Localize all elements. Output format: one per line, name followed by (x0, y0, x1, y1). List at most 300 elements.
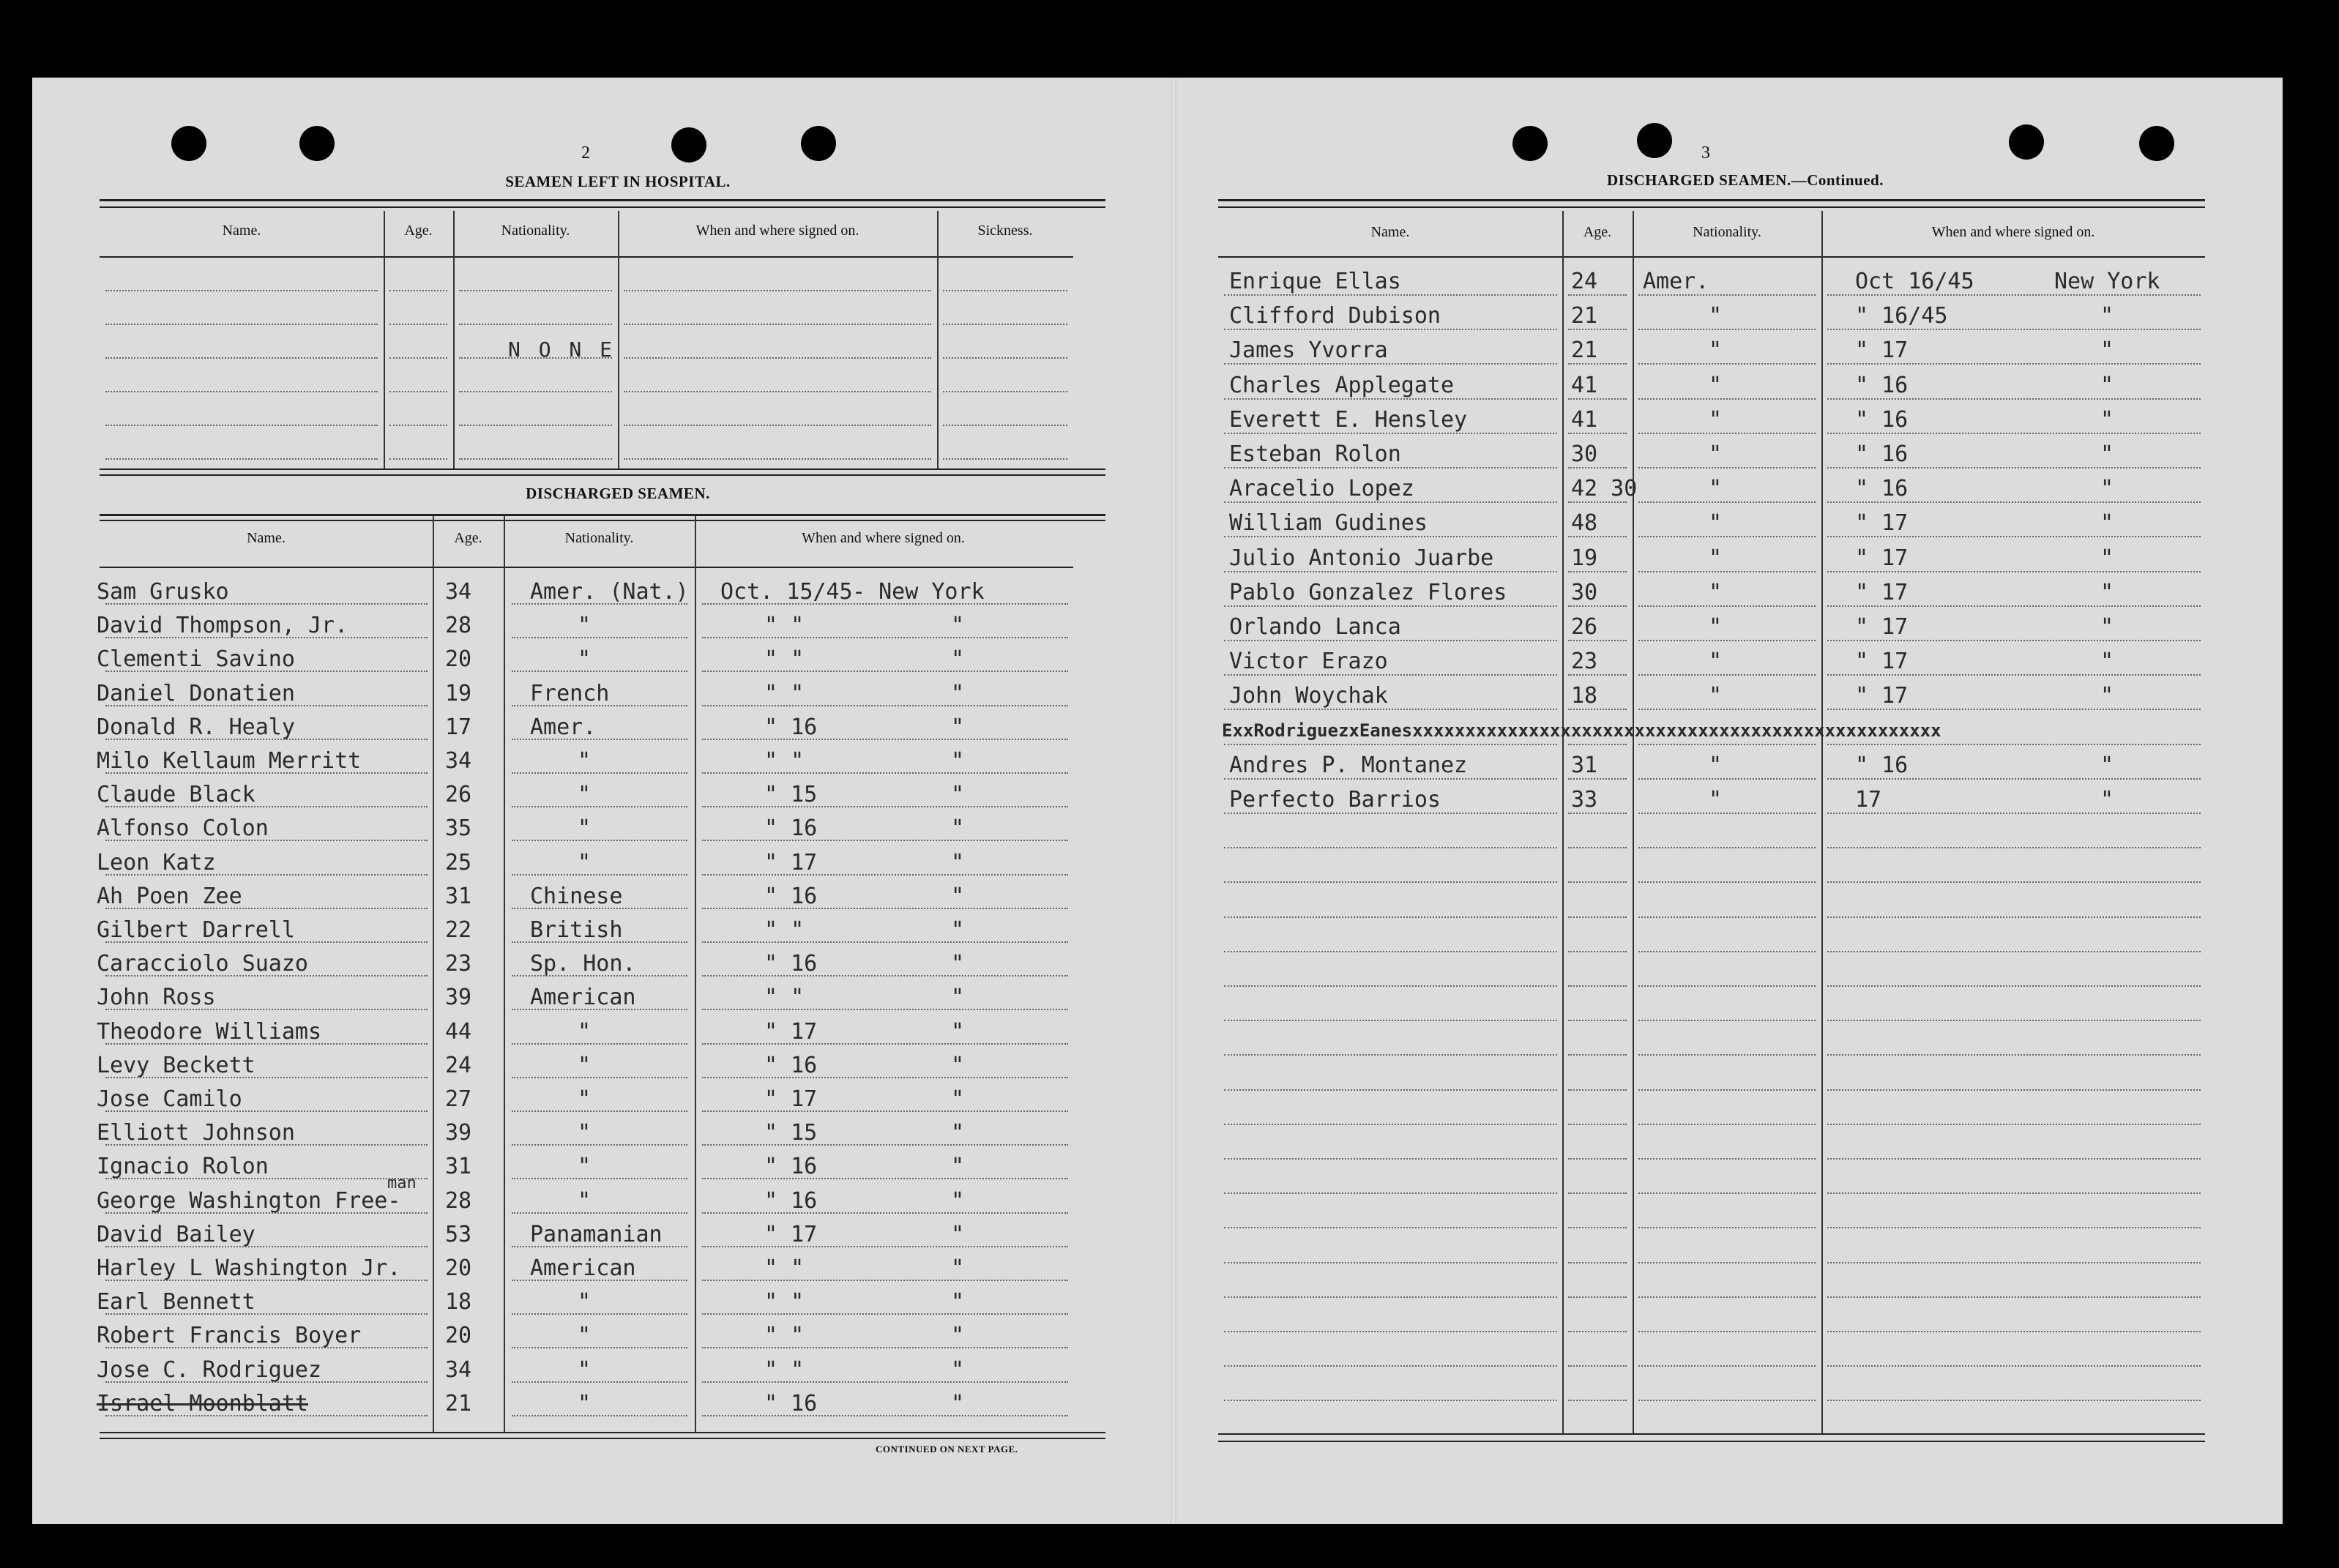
rule (100, 520, 1105, 521)
signed-on-date: " 17 (1855, 649, 1909, 674)
signed-on-place: " (2100, 580, 2114, 605)
column-header: Sickness. (977, 223, 1033, 239)
dotted-line (1224, 1054, 1557, 1056)
signed-on-place: " (951, 1086, 965, 1112)
signed-on-date: " " (764, 917, 805, 943)
seaman-age: 31 (1571, 753, 1598, 778)
discharged-section-title: DISCHARGED SEAMEN. (526, 485, 710, 502)
dotted-line (1568, 433, 1627, 434)
dotted-line (1827, 951, 2201, 952)
signed-on-place: " (2100, 407, 2114, 433)
seaman-age: 28 (445, 1188, 472, 1214)
signed-on-date: " 16 (764, 714, 818, 740)
signed-on-place: - New York (852, 579, 985, 605)
seaman-name: Earl Bennett (97, 1289, 255, 1315)
dotted-line (1224, 1365, 1557, 1367)
rule (1218, 1433, 2205, 1435)
dotted-line (702, 806, 1068, 807)
seaman-nationality: British (530, 917, 623, 943)
dotted-line (702, 1280, 1068, 1281)
signed-on-place: " (951, 714, 965, 740)
seaman-name: Sam Grusko (97, 579, 229, 605)
column-header: When and where signed on. (802, 530, 965, 546)
dotted-line (1224, 1089, 1557, 1091)
seaman-nationality: " (1709, 649, 1723, 674)
seaman-nationality: " (578, 1289, 592, 1315)
seaman-name: David Bailey (97, 1222, 255, 1247)
seaman-nationality: French (530, 681, 610, 706)
seaman-name: Caracciolo Suazo (97, 951, 308, 977)
dotted-line (702, 637, 1068, 638)
rule (1218, 199, 2205, 201)
dotted-line (1827, 674, 2201, 676)
dotted-line (702, 1178, 1068, 1179)
signed-on-place: " (951, 985, 965, 1010)
dotted-line (943, 290, 1067, 291)
dotted-line (1224, 501, 1557, 503)
punch-hole (299, 126, 335, 161)
dotted-line (1827, 1124, 2201, 1125)
column-divider (453, 211, 455, 468)
dotted-line (1638, 1158, 1816, 1160)
rule (1218, 206, 2205, 208)
dotted-line (512, 806, 687, 807)
dotted-line (1568, 536, 1627, 537)
dotted-line (1224, 1124, 1557, 1125)
dotted-line (1568, 398, 1627, 400)
dotted-line (1224, 951, 1557, 952)
dotted-line (1224, 1158, 1557, 1160)
seaman-name: Orlando Lanca (1229, 614, 1401, 640)
signed-on-date: " 16 (764, 884, 818, 909)
dotted-line (1638, 1400, 1816, 1401)
signed-on-date: 17 (1855, 787, 1882, 813)
column-header: Name. (222, 223, 261, 239)
dotted-line (1224, 813, 1557, 814)
dotted-line (389, 458, 447, 460)
dotted-line (1568, 1124, 1627, 1125)
seaman-name: Julio Antonio Juarbe (1229, 545, 1494, 571)
seaman-name: Jose C. Rodriguez (97, 1357, 322, 1383)
dotted-line (1224, 1262, 1557, 1263)
punch-hole (2139, 126, 2174, 161)
signed-on-place: " (951, 917, 965, 943)
seaman-name: Ignacio Rolon (97, 1154, 269, 1179)
signed-on-place: " (2100, 614, 2114, 640)
signed-on-place: " (951, 681, 965, 706)
seaman-name: David Thompson, Jr. (97, 613, 348, 638)
column-divider (1562, 211, 1564, 1433)
rule (100, 199, 1105, 201)
seaman-nationality: " (578, 1323, 592, 1348)
seaman-name: Pablo Gonzalez Flores (1229, 580, 1507, 605)
dotted-line (702, 739, 1068, 740)
dotted-line (1224, 1400, 1557, 1401)
column-header: Age. (404, 223, 433, 239)
punch-hole (671, 127, 706, 163)
dotted-line (1638, 674, 1816, 676)
seaman-name: Gilbert Darrell (97, 917, 295, 943)
seaman-name: Perfecto Barrios (1229, 787, 1441, 813)
signed-on-place: " (951, 850, 965, 876)
seaman-nationality: " (578, 850, 592, 876)
seaman-age: 53 (445, 1222, 472, 1247)
seaman-age: 39 (445, 1120, 472, 1146)
seaman-name: Charles Applegate (1229, 373, 1455, 398)
dotted-line (459, 290, 612, 291)
signed-on-place: New York (2054, 269, 2160, 294)
signed-on-date: " 16 (1855, 441, 1909, 467)
dotted-line (512, 1415, 687, 1416)
seaman-age: 20 (445, 1323, 472, 1348)
dotted-line (702, 705, 1068, 706)
dotted-line (1224, 605, 1557, 607)
seaman-age: 26 (1571, 614, 1598, 640)
dotted-line (702, 874, 1068, 876)
dotted-line (1224, 329, 1557, 330)
dotted-line (1827, 605, 2201, 607)
dotted-line (702, 1077, 1068, 1078)
seaman-name: John Ross (97, 985, 216, 1010)
signed-on-place: " (951, 782, 965, 807)
dotted-line (1568, 1054, 1627, 1056)
dotted-line (105, 290, 378, 291)
dotted-line (1568, 985, 1627, 987)
seaman-name: Daniel Donatien (97, 681, 295, 706)
signed-on-place: " (2100, 303, 2114, 329)
dotted-line (512, 772, 687, 774)
dotted-line (1638, 1124, 1816, 1125)
dotted-line (1224, 640, 1557, 641)
seaman-age: 21 (1571, 337, 1598, 363)
dotted-line (1224, 847, 1557, 848)
dotted-line (1568, 847, 1627, 848)
signed-on-date: " " (764, 748, 805, 774)
dotted-line (1827, 847, 2201, 848)
signed-on-date: " 16 (764, 815, 818, 841)
signed-on-date: " 16 (764, 1053, 818, 1078)
signed-on-date: " 16 (764, 1188, 818, 1214)
seaman-nationality: " (1709, 337, 1723, 363)
signed-on-place: " (2100, 337, 2114, 363)
dotted-line (1568, 778, 1627, 780)
seaman-name: Theodore Williams (97, 1019, 322, 1045)
dotted-line (1568, 294, 1627, 296)
seaman-name: George Washington Free- (97, 1188, 401, 1214)
dotted-line (1827, 571, 2201, 572)
dotted-line (1224, 1227, 1557, 1228)
seaman-nationality: Amer. (Nat.) (530, 579, 689, 605)
dotted-line (512, 1313, 687, 1315)
punch-hole (1637, 123, 1672, 158)
dotted-line (1224, 778, 1557, 780)
dotted-line (1638, 1296, 1816, 1298)
signed-on-date: " 16 (1855, 753, 1909, 778)
dotted-line (1224, 536, 1557, 537)
dotted-line (1224, 674, 1557, 676)
seaman-age: 25 (445, 850, 472, 876)
dotted-line (1827, 640, 2201, 641)
seaman-nationality: " (1709, 753, 1723, 778)
punch-hole (171, 126, 206, 161)
hospital-section-title: SEAMEN LEFT IN HOSPITAL. (505, 173, 731, 190)
dotted-line (624, 324, 931, 325)
seaman-age: 27 (445, 1086, 472, 1112)
signed-on-place: " (2100, 753, 2114, 778)
dotted-line (1224, 881, 1557, 883)
seaman-nationality: " (578, 1053, 592, 1078)
dotted-line (512, 637, 687, 638)
signed-on-place: " (2100, 441, 2114, 467)
dotted-line (943, 357, 1067, 359)
dotted-line (1568, 467, 1627, 468)
dotted-line (459, 324, 612, 325)
signed-on-date: " 15 (764, 1120, 818, 1146)
seaman-age: 19 (1571, 545, 1598, 571)
discharged-continued-title: DISCHARGED SEAMEN.—Continued. (1607, 171, 1884, 189)
seaman-nationality: " (1709, 373, 1723, 398)
punch-hole (2009, 124, 2044, 160)
dotted-line (1224, 1020, 1557, 1021)
dotted-line (1638, 433, 1816, 434)
seaman-name: Milo Kellaum Merritt (97, 748, 362, 774)
dotted-line (512, 1043, 687, 1045)
dotted-line (512, 874, 687, 876)
dotted-line (1638, 398, 1816, 400)
dotted-line (702, 1246, 1068, 1247)
dotted-line (1568, 363, 1627, 365)
dotted-line (105, 425, 378, 426)
dotted-line (624, 357, 931, 359)
seaman-age: 30 (1571, 441, 1598, 467)
dotted-line (702, 908, 1068, 909)
column-header: When and where signed on. (1931, 224, 2095, 240)
dotted-line (512, 1110, 687, 1112)
dotted-line (1568, 1365, 1627, 1367)
signed-on-date: " " (764, 985, 805, 1010)
column-divider (937, 211, 939, 468)
signed-on-place: " (951, 1323, 965, 1348)
signed-on-place: " (951, 1188, 965, 1214)
dotted-line (702, 1110, 1068, 1112)
seaman-age: 23 (1571, 649, 1598, 674)
dotted-line (1638, 1054, 1816, 1056)
dotted-line (1827, 363, 2201, 365)
dotted-line (1638, 329, 1816, 330)
dotted-line (1827, 709, 2201, 710)
seaman-age: 33 (1571, 787, 1598, 813)
dotted-line (1638, 847, 1816, 848)
seaman-name: Andres P. Montanez (1229, 753, 1468, 778)
dotted-line (1638, 1331, 1816, 1332)
dotted-line (459, 425, 612, 426)
dotted-line (1224, 709, 1557, 710)
dotted-line (1827, 1365, 2201, 1367)
dotted-line (624, 458, 931, 460)
dotted-line (1568, 709, 1627, 710)
seaman-nationality: " (578, 646, 592, 672)
dotted-line (1638, 813, 1816, 814)
rule (1218, 256, 2205, 258)
dotted-line (512, 1144, 687, 1146)
dotted-line (1568, 951, 1627, 952)
signed-on-place: " (2100, 787, 2114, 813)
dotted-line (1827, 881, 2201, 883)
seaman-name: Jose Camilo (97, 1086, 242, 1112)
dotted-line (1638, 501, 1816, 503)
dotted-line (1568, 1331, 1627, 1332)
signed-on-date: " 17 (764, 1019, 818, 1045)
dotted-line (512, 671, 687, 672)
signed-on-date: " 17 (1855, 580, 1909, 605)
seaman-age: 17 (445, 714, 472, 740)
seaman-nationality: " (578, 1188, 592, 1214)
seaman-nationality: " (1709, 476, 1723, 501)
seaman-nationality: " (578, 782, 592, 807)
seaman-nationality: " (1709, 545, 1723, 571)
dotted-line (702, 1381, 1068, 1383)
seaman-nationality: " (1709, 614, 1723, 640)
dotted-line (1568, 1227, 1627, 1228)
column-header: Nationality. (501, 223, 570, 239)
dotted-line (1827, 398, 2201, 400)
seaman-name: Israel Moonblatt (97, 1391, 308, 1416)
seaman-age: 41 (1571, 407, 1598, 433)
struck-out-row: ExxRodriguezxEanesxxxxxxxxxxxxxxxxxxxxxxxxxxxxxxxxxxxxxxxxxxxxxxxxxx (1222, 720, 1941, 741)
seaman-nationality: " (1709, 787, 1723, 813)
dotted-line (1827, 744, 2201, 745)
dotted-line (389, 425, 447, 426)
seaman-name: Clementi Savino (97, 646, 295, 672)
dotted-line (1827, 1089, 2201, 1091)
dotted-line (702, 941, 1068, 943)
seaman-name: Ah Poen Zee (97, 884, 242, 909)
dotted-line (1638, 985, 1816, 987)
signed-on-place: " (951, 646, 965, 672)
dotted-line (1638, 881, 1816, 883)
dotted-line (1568, 640, 1627, 641)
seaman-nationality: " (578, 1086, 592, 1112)
dotted-line (624, 391, 931, 392)
dotted-line (702, 772, 1068, 774)
column-divider (433, 515, 434, 1432)
dotted-line (512, 1347, 687, 1348)
dotted-line (1224, 433, 1557, 434)
signed-on-date: " 17 (764, 1222, 818, 1247)
dotted-line (105, 458, 378, 460)
seaman-age: 28 (445, 613, 472, 638)
column-header: Name. (247, 530, 286, 546)
dotted-line (1638, 709, 1816, 710)
dotted-line (1827, 916, 2201, 918)
dotted-line (1827, 985, 2201, 987)
dotted-line (1638, 1089, 1816, 1091)
dotted-line (1568, 674, 1627, 676)
seaman-age: 44 (445, 1019, 472, 1045)
dotted-line (702, 1009, 1068, 1010)
seaman-nationality: Sp. Hon. (530, 951, 636, 977)
signed-on-place: " (951, 1053, 965, 1078)
signed-on-date: Oct 16/45 (1855, 269, 1974, 294)
seaman-name: Esteban Rolon (1229, 441, 1401, 467)
dotted-line (1827, 536, 2201, 537)
signed-on-place: " (951, 1255, 965, 1281)
column-header: When and where signed on. (695, 223, 859, 239)
signed-on-date: " 16 (1855, 476, 1909, 501)
signed-on-place: " (2100, 510, 2114, 536)
dotted-line (1827, 778, 2201, 780)
signed-on-date: " 17 (1855, 337, 1909, 363)
signed-on-place: " (951, 1019, 965, 1045)
dotted-line (1224, 467, 1557, 468)
seaman-age: 26 (445, 782, 472, 807)
dotted-line (1638, 1365, 1816, 1367)
dotted-line (1827, 294, 2201, 296)
signed-on-place: " (951, 1357, 965, 1383)
signed-on-date: " 16 (764, 951, 818, 977)
dotted-line (624, 425, 931, 426)
dotted-line (1827, 501, 2201, 503)
dotted-line (1827, 1227, 2201, 1228)
signed-on-date: Oct. 15/45 (720, 579, 853, 605)
dotted-line (389, 391, 447, 392)
signed-on-date: " 17 (1855, 683, 1909, 709)
dotted-line (389, 290, 447, 291)
dotted-line (1638, 363, 1816, 365)
seaman-name: Victor Erazo (1229, 649, 1388, 674)
dotted-line (1568, 916, 1627, 918)
signed-on-place: " (951, 815, 965, 841)
dotted-line (1827, 433, 2201, 434)
seaman-name: Levy Beckett (97, 1053, 255, 1078)
dotted-line (1827, 329, 2201, 330)
seaman-nationality: Amer. (530, 714, 597, 740)
dotted-line (1827, 813, 2201, 814)
column-divider (504, 515, 505, 1432)
dotted-line (1638, 536, 1816, 537)
signed-on-place: " (951, 1391, 965, 1416)
signed-on-place: " (2100, 373, 2114, 398)
seaman-nationality: " (578, 1120, 592, 1146)
seaman-name: Everett E. Hensley (1229, 407, 1468, 433)
page-number-right: 3 (1701, 143, 1710, 163)
dotted-line (1827, 1331, 2201, 1332)
dotted-line (1568, 1296, 1627, 1298)
signed-on-date: " " (764, 1323, 805, 1348)
column-divider (1633, 211, 1634, 1433)
dotted-line (512, 1212, 687, 1214)
signed-on-date: " 16 (764, 1154, 818, 1179)
seaman-age: 35 (445, 815, 472, 841)
rule (100, 567, 1073, 568)
dotted-line (1827, 1400, 2201, 1401)
hospital-entry: N O N E (508, 337, 616, 362)
signed-on-place: " (951, 613, 965, 638)
signed-on-date: " 17 (1855, 545, 1909, 571)
seaman-nationality: " (578, 1391, 592, 1416)
column-header: Name. (1370, 224, 1410, 240)
dotted-line (512, 1381, 687, 1383)
dotted-line (702, 1212, 1068, 1214)
dotted-line (1224, 398, 1557, 400)
dotted-line (1568, 1192, 1627, 1194)
seaman-nationality: " (578, 748, 592, 774)
dotted-line (1827, 1262, 2201, 1263)
seaman-nationality: " (578, 1357, 592, 1383)
rule (100, 468, 1105, 470)
dotted-line (1827, 467, 2201, 468)
rule (1218, 1441, 2205, 1442)
